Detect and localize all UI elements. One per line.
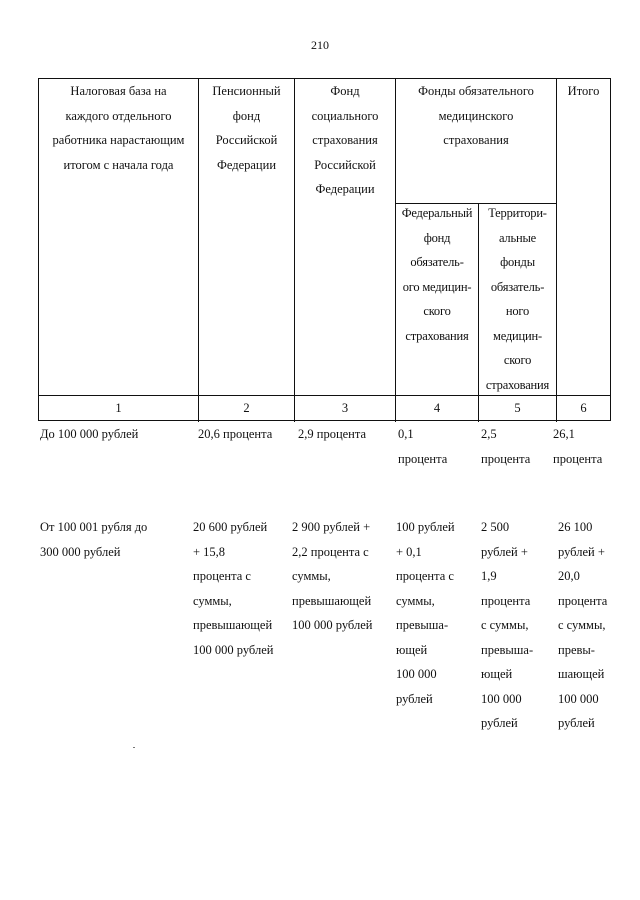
- header-federal-fund: Федеральный фонд обязатель- ого медицин- ского страхования: [401, 206, 473, 343]
- row2-federal: 100 рублей + 0,1 процента с суммы, превыша- ющей 100 000 рублей: [396, 520, 455, 706]
- header-medical-funds-group: Фонды обязательного медицинского страхования: [418, 84, 534, 147]
- row2-pension: 20 600 рублей + 15,8 процента с суммы, превышающей 100 000 рублей: [193, 520, 274, 657]
- column-number: 1: [115, 401, 122, 415]
- column-number: 6: [580, 401, 587, 415]
- header-territorial-funds: Территори- альные фонды обязатель- ного медицин- ского страхования: [485, 206, 550, 392]
- column-number: 4: [433, 401, 441, 415]
- row1-social: 2,9 процента: [298, 427, 367, 441]
- table-header: [38, 78, 611, 421]
- header-pension-fund: Пенсионный фонд Российской Федерации: [212, 84, 281, 172]
- row1-pension: 20,6 процента: [198, 427, 273, 441]
- row1-federal: 0,1 процента: [398, 427, 448, 466]
- row2-tax-base: От 100 001 рубля до 300 000 рублей: [40, 520, 148, 559]
- header-tax-base: Налоговая база на каждого отдельного работника нарастающим итогом с начала года: [52, 84, 185, 172]
- row1-territorial: 2,5 процента: [481, 427, 531, 466]
- row2-total: 26 100 рублей + 20,0 процента с суммы, превы- шающей 100 000 рублей: [558, 520, 608, 730]
- divider: [556, 79, 557, 422]
- column-number: 2: [243, 401, 250, 415]
- header-social-fund: Фонд социального страхования Российской Федерации: [311, 84, 379, 196]
- page-number: 210: [311, 38, 329, 52]
- column-number: 3: [341, 401, 349, 415]
- header-total: Итого: [567, 84, 600, 98]
- row2-social: 2 900 рублей + 2,2 процента с суммы, превышающей 100 000 рублей: [292, 520, 373, 632]
- scan-speck: [133, 747, 135, 748]
- row1-total: 26,1 процента: [553, 427, 603, 466]
- column-number: 5: [514, 401, 521, 415]
- row2-territorial: 2 500 рублей + 1,9 процента с суммы, превыша- ющей 100 000 рублей: [481, 520, 534, 730]
- row1-tax-base: До 100 000 рублей: [40, 427, 139, 441]
